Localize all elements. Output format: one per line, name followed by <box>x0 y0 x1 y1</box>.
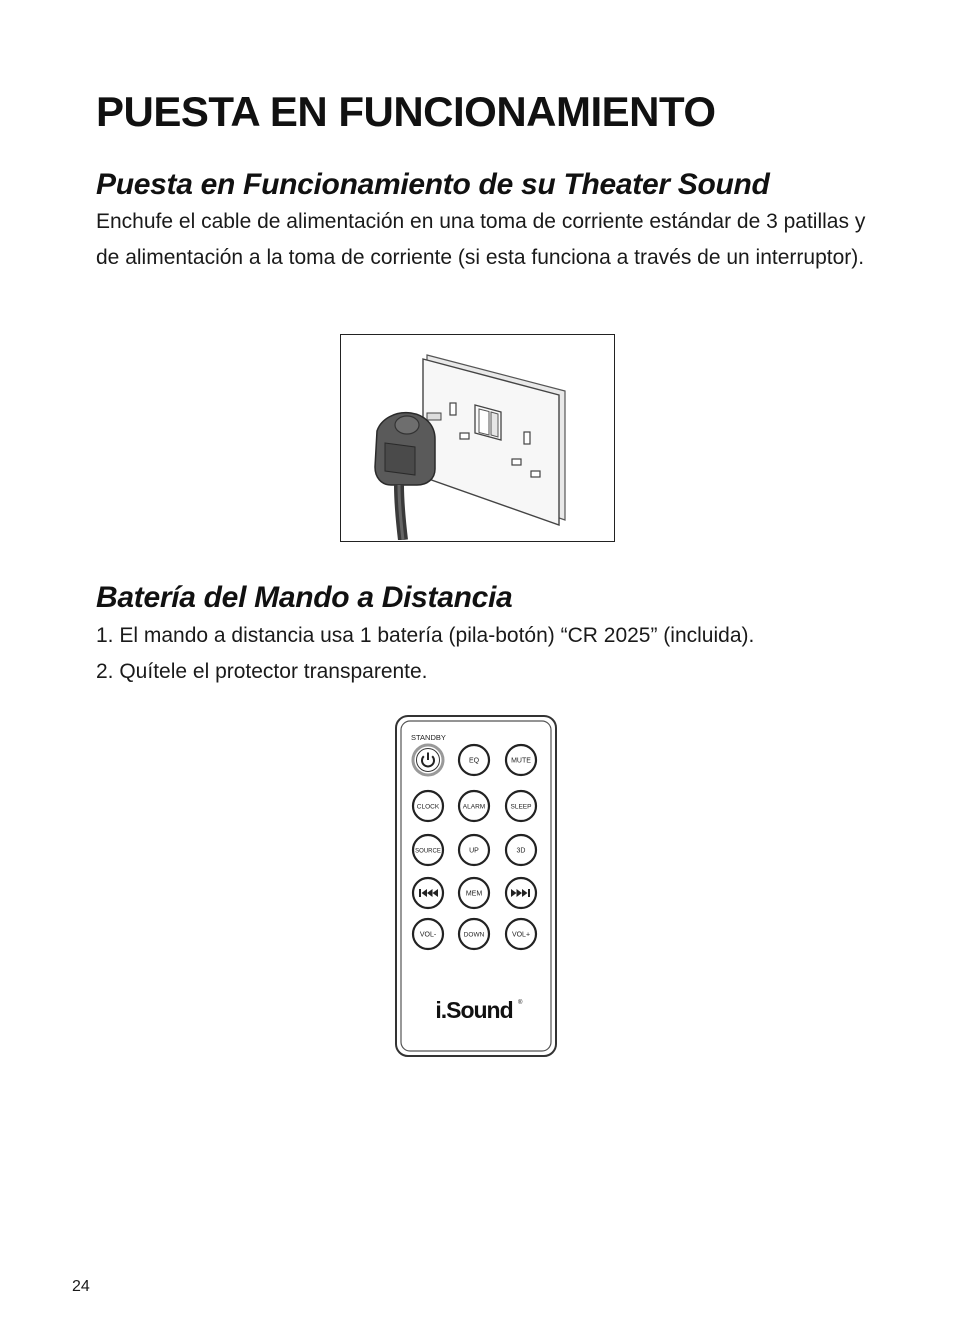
clock-button[interactable] <box>413 791 443 821</box>
svg-text:EQ: EQ <box>468 757 480 765</box>
battery-step-1: 1. El mando a distancia usa 1 batería (pila-botón) “CR 2025” (incluida). <box>96 624 755 647</box>
setup-instructions: Enchufe el cable de alimentación en una toma de corriente estándar de 3 patillas y de alimentación a la toma de corriente (si esta funciona a través de un interruptor). <box>96 210 866 269</box>
svg-text:SOURCE: SOURCE <box>415 848 441 855</box>
section-heading-battery: Batería del Mando a Distancia <box>96 581 513 614</box>
remote-control-illustration <box>394 714 558 1058</box>
svg-text:MEM: MEM <box>465 890 483 898</box>
svg-text:MUTE: MUTE <box>511 757 531 765</box>
3d-button[interactable] <box>506 835 536 865</box>
battery-steps <box>96 618 754 689</box>
svg-text:ALARM: ALARM <box>462 803 486 811</box>
plug-illustration <box>340 334 615 542</box>
mute-button[interactable] <box>506 745 536 775</box>
registered-mark: ® <box>518 1000 523 1006</box>
section-heading-setup: Puesta en Funcionamiento de su Theater Sound <box>96 168 770 201</box>
svg-text:UP: UP <box>469 847 479 855</box>
mem-button[interactable] <box>459 878 489 908</box>
standby-button[interactable] <box>413 745 443 775</box>
next-track-button[interactable] <box>506 878 536 908</box>
svg-text:DOWN: DOWN <box>463 931 485 939</box>
battery-step-2: 2. Quítele el protector transparente. <box>96 659 428 683</box>
eq-button[interactable] <box>459 745 489 775</box>
page-title: PUESTA EN FUNCIONAMIENTO <box>96 88 716 135</box>
down-button[interactable] <box>459 919 489 949</box>
svg-text:3D: 3D <box>516 847 526 855</box>
vol-plus-button[interactable] <box>506 919 536 949</box>
svg-text:VOL-: VOL- <box>419 931 437 939</box>
alarm-button[interactable] <box>459 791 489 821</box>
svg-text:VOL+: VOL+ <box>511 931 531 939</box>
svg-text:SLEEP: SLEEP <box>510 803 532 811</box>
standby-label: STANDBY <box>411 733 446 742</box>
page-number: 24 <box>72 1278 90 1295</box>
source-button[interactable] <box>413 835 443 865</box>
wall-outlet-plug-icon <box>341 335 613 540</box>
sleep-button[interactable] <box>506 791 536 821</box>
svg-text:CLOCK: CLOCK <box>416 803 440 811</box>
previous-track-button[interactable] <box>413 878 443 908</box>
isound-logo: i.Sound <box>435 997 513 1023</box>
vol-minus-button[interactable] <box>413 919 443 949</box>
up-button[interactable] <box>459 835 489 865</box>
